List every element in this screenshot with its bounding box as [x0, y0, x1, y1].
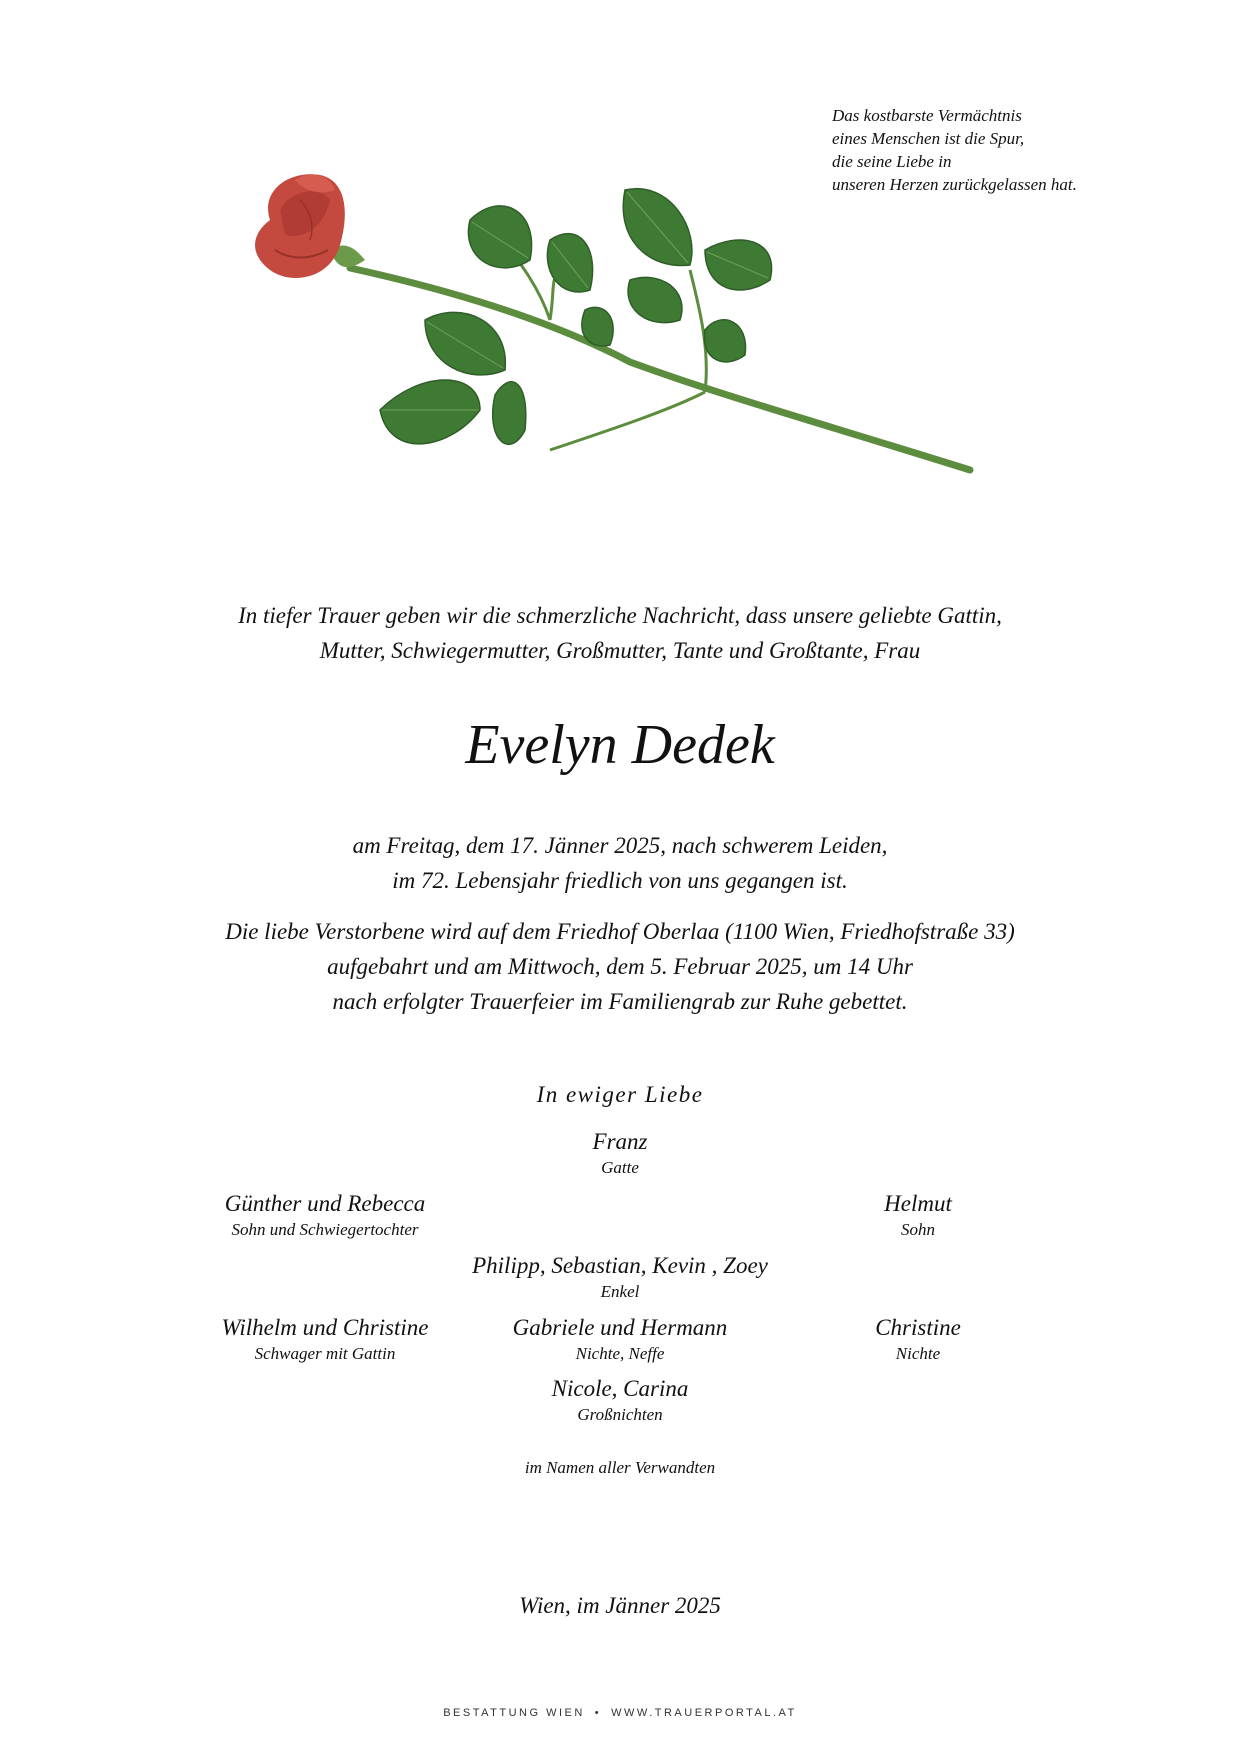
- rose-icon: [250, 170, 990, 530]
- mourner-entry: [420, 1127, 820, 1179]
- mourner-name: Gabriele und Hermann: [512, 1315, 728, 1340]
- footer-brand: BESTATTUNG WIEN: [443, 1707, 585, 1719]
- mourner-name: Nicole, Carina: [551, 1376, 689, 1401]
- mourner-relation: Nichte: [895, 1344, 941, 1363]
- mourner-entry: [718, 1313, 1118, 1365]
- mourner-relation: Gatte: [601, 1158, 639, 1177]
- quote-line: die seine Liebe in: [832, 152, 952, 171]
- mourner-relation: Nichte, Neffe: [575, 1344, 665, 1363]
- death-line: im 72. Lebensjahr friedlich von uns gegangen ist.: [392, 868, 848, 893]
- mourner-name: Franz: [592, 1129, 648, 1154]
- mourners-title: In ewiger Liebe: [536, 1082, 704, 1107]
- mourner-name: Christine: [875, 1315, 961, 1340]
- mourner-entry: [125, 1189, 525, 1241]
- quote-line: unseren Herzen zurückgelassen hat.: [832, 175, 1077, 194]
- mourner-name: Günther und Rebecca: [224, 1191, 426, 1216]
- death-paragraph: [0, 828, 1240, 898]
- funeral-line: nach erfolgter Trauerfeier im Familiengrab zur Ruhe gebettet.: [332, 989, 908, 1014]
- footer: [0, 1707, 1240, 1719]
- funeral-paragraph: [0, 914, 1240, 1019]
- funeral-line: aufgebahrt und am Mittwoch, dem 5. Februar 2025, um 14 Uhr: [327, 954, 913, 979]
- mourner-relation: Sohn: [901, 1220, 935, 1239]
- intro-line: Mutter, Schwiegermutter, Großmutter, Tante und Großtante, Frau: [319, 638, 921, 663]
- mourner-name: Helmut: [884, 1191, 952, 1216]
- mourner-entry: [420, 1374, 820, 1426]
- mourner-relation: Enkel: [600, 1282, 640, 1301]
- mourner-entry: [718, 1189, 1118, 1241]
- footer-website: WWW.TRAUERPORTAL.AT: [611, 1707, 797, 1719]
- mourners-signoff: im Namen aller Verwandten: [524, 1458, 716, 1477]
- death-line: am Freitag, dem 17. Jänner 2025, nach schwerem Leiden,: [352, 833, 888, 858]
- mourner-relation: Schwager mit Gattin: [254, 1344, 396, 1363]
- announcement-intro: [0, 598, 1240, 668]
- footer-separator: •: [594, 1707, 602, 1719]
- intro-line: In tiefer Trauer geben wir die schmerzliche Nachricht, dass unsere geliebte Gattin,: [238, 603, 1002, 628]
- deceased-name: Evelyn Dedek: [465, 714, 775, 776]
- quote-line: Das kostbarste Vermächtnis: [832, 106, 1022, 125]
- funeral-line: Die liebe Verstorbene wird auf dem Friedhof Oberlaa (1100 Wien, Friedhofstraße 33): [225, 919, 1015, 944]
- mourner-name: Philipp, Sebastian, Kevin , Zoey: [472, 1253, 768, 1278]
- mourner-relation: Sohn und Schwiegertochter: [231, 1220, 419, 1239]
- mourner-name: Wilhelm und Christine: [221, 1315, 429, 1340]
- place-date: Wien, im Jänner 2025: [519, 1593, 721, 1618]
- mourner-relation: Großnichten: [577, 1405, 663, 1424]
- quote-line: eines Menschen ist die Spur,: [832, 129, 1025, 148]
- mourner-entry: [420, 1251, 820, 1303]
